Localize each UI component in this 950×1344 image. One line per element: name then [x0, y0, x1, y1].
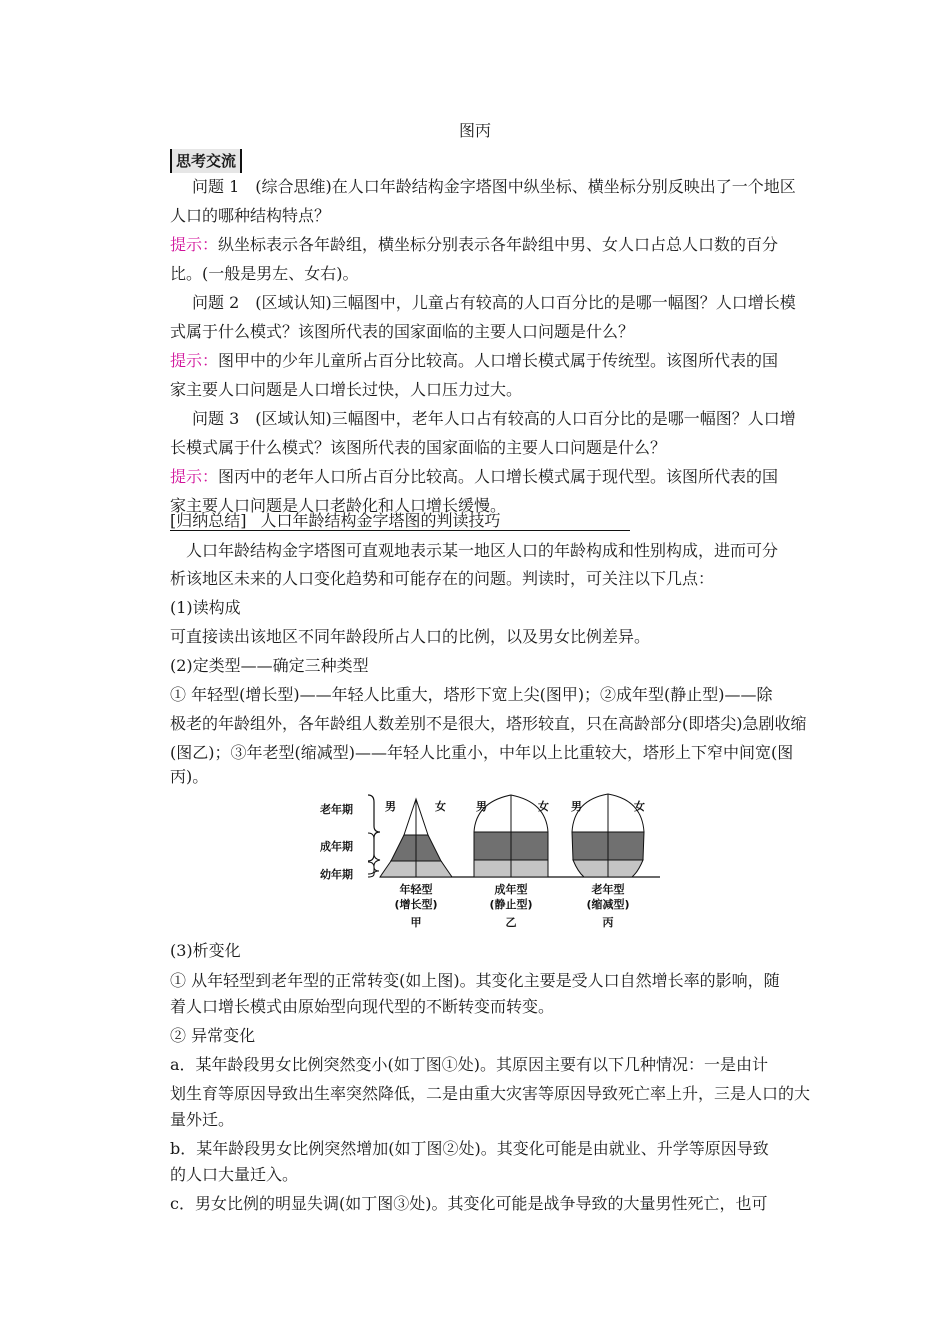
pyramid-type-label: 成年型: [494, 883, 528, 896]
item-a-line-2: 划生育等原因导致出生率突然降低，二是由重大灾害等原因导致死亡率上升，三是人口的大: [170, 1084, 811, 1103]
female-label: 女: [538, 800, 549, 813]
section-2-line-2: 极老的年龄组外，各年龄组人数差别不是很大，塔形较直，只在高龄部分(即塔尖)急剧收缩: [170, 714, 807, 733]
item-a-line-1: a．某年龄段男女比例突然变小(如丁图①处)。其原因主要有以下几种情况：一是由计: [170, 1055, 769, 1074]
pyramid-mode-label: (增长型): [394, 898, 438, 911]
section-1-text: 可直接读出该地区不同年龄段所占人口的比例，以及男女比例差异。: [170, 627, 651, 646]
pyramid-type-label: 老年型: [591, 883, 625, 896]
body-paragraph-1-line-1: 人口年龄结构金字塔图可直观地表示某一地区人口的年龄构成和性别构成，进而可分: [186, 541, 779, 560]
pyramid-name-label: 甲: [410, 916, 422, 929]
summary-heading: [170, 510, 501, 532]
section-tag: 思考交流: [170, 149, 242, 173]
question-2-line-1: 问题 2 (区域认知)三幅图中，儿童占有较高的人口百分比的是哪一幅图？人口增长模: [192, 293, 796, 312]
hint-2-line-1: [170, 350, 778, 372]
section-3-line-1: ① 从年轻型到老年型的正常转变(如上图)。其变化主要是受人口自然增长率的影响，随: [170, 971, 780, 990]
male-label: 男: [385, 800, 396, 813]
pyramid-name-label: 丙: [602, 916, 614, 929]
question-3-line-1: 问题 3 (区域认知)三幅图中，老年人口占有较高的人口百分比的是哪一幅图？人口增: [192, 409, 796, 428]
hint-text: 图丙中的老年人口所占百分比较高。人口增长模式属于现代型。该图所代表的国: [218, 467, 779, 486]
hint-3-line-1: [170, 466, 778, 488]
item-a-line-3: 量外迁。: [170, 1110, 235, 1129]
summary-title: 人口年龄结构金字塔图的判读技巧: [260, 511, 501, 530]
body-paragraph-1-line-2: 析该地区未来的人口变化趋势和可能存在的问题。判读时，可关注以下几点：: [170, 569, 715, 588]
hint-2-line-2: 家主要人口问题是人口增长过快，人口压力过大。: [170, 380, 523, 399]
pyramid-type-label: 年轻型: [399, 883, 433, 896]
section-2-heading: (2)定类型——确定三种类型: [170, 656, 369, 675]
hint-3-line-2: 家主要人口问题是人口老龄化和人口增长缓慢。: [170, 496, 507, 515]
hint-1-line-2: 比。(一般是男左、女右)。: [170, 264, 359, 283]
hint-label: 提示：: [170, 235, 219, 254]
age-label-old: 老年期: [320, 803, 353, 816]
pyramid-mode-label: (缩减型): [586, 898, 630, 911]
summary-underline: [170, 530, 630, 531]
section-3-subheading: ② 异常变化: [170, 1026, 256, 1045]
section-2-line-1: ① 年轻型(增长型)——年轻人比重大，塔形下宽上尖(图甲)；②成年型(静止型)——除: [170, 685, 773, 704]
age-label-child: 幼年期: [320, 868, 353, 881]
section-2-line-3: (图乙)；③年老型(缩减型)——年轻人比重小，中年以上比重较大，塔形上下窄中间宽(图: [170, 743, 794, 762]
summary-tag: [归纳总结]: [170, 511, 247, 530]
female-label: 女: [435, 800, 446, 813]
question-3-line-2: 长模式属于什么模式？该图所代表的国家面临的主要人口问题是什么？: [170, 438, 667, 457]
section-3-heading: (3)析变化: [170, 941, 241, 960]
pyramid-diagram: [316, 792, 662, 934]
hint-text: 图甲中的少年儿童所占百分比较高。人口增长模式属于传统型。该图所代表的国: [218, 351, 779, 370]
female-label: 女: [634, 800, 645, 813]
item-b-line-2: 的人口大量迁入。: [170, 1165, 299, 1184]
question-2-line-2: 式属于什么模式？该图所代表的国家面临的主要人口问题是什么？: [170, 322, 635, 341]
item-c-line-1: c．男女比例的明显失调(如丁图③处)。其变化可能是战争导致的大量男性死亡，也可: [170, 1194, 768, 1213]
section-2-line-4: 丙)。: [170, 767, 209, 786]
population-pyramid-figure: [316, 792, 662, 938]
section-3-line-2: 着人口增长模式由原始型向现代型的不断转变而转变。: [170, 997, 555, 1016]
hint-label: 提示：: [170, 351, 219, 370]
question-1-line-1: 问题 1 (综合思维)在人口年龄结构金字塔图中纵坐标、横坐标分别反映出了一个地区: [192, 177, 796, 196]
question-1-line-2: 人口的哪种结构特点？: [170, 206, 331, 225]
hint-1-line-1: [170, 234, 778, 256]
age-label-adult: 成年期: [320, 840, 353, 853]
hint-label: 提示：: [170, 467, 219, 486]
hint-text: 纵坐标表示各年龄组，横坐标分别表示各年龄组中男、女人口占总人口数的百分: [218, 235, 779, 254]
section-1-heading: (1)读构成: [170, 598, 241, 617]
item-b-line-1: b．某年龄段男女比例突然增加(如丁图②处)。其变化可能是由就业、升学等原因导致: [170, 1139, 769, 1158]
male-label: 男: [571, 800, 582, 813]
figure-caption: 图丙: [458, 121, 491, 140]
male-label: 男: [476, 800, 487, 813]
pyramid-name-label: 乙: [505, 916, 517, 929]
pyramid-mode-label: (静止型): [489, 898, 533, 911]
